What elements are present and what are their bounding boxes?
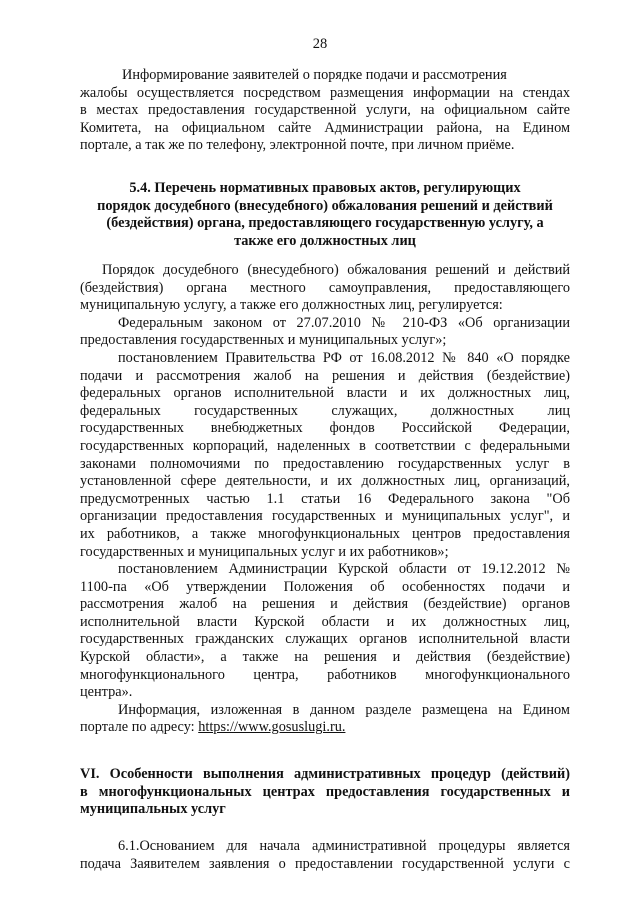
text-line: подачи и рассмотрения жалоб на решения и действия (бездействие) [80, 367, 570, 384]
text-line: организации предоставления государственных и муниципальных услуг", и [80, 508, 570, 525]
section-5-4-heading [80, 180, 570, 250]
section-5-4-body [80, 262, 570, 737]
text-line: 6.1.Основанием для начала административной процедуры является [118, 838, 570, 854]
section-6-heading [80, 766, 570, 819]
text-line: постановлением Администрации Курской области от 19.12.2012 № [118, 561, 570, 578]
text-line: исполнительной власти Курской области и их должностных лиц, [80, 613, 570, 630]
text-line: предусмотренных частью 1.1 статьи 16 Федерального закона "Об [80, 490, 570, 507]
text-line: рассмотрения жалоб на решения и действия (бездействие) органов [80, 596, 570, 613]
portal-line [80, 719, 570, 737]
text-line: федеральных государственных служащих, должностных лиц [80, 402, 570, 419]
text-line: Комитета, на официальном сайте Администрации района, на Едином [80, 119, 570, 136]
intro-paragraph [80, 67, 570, 155]
text-line: в местах предоставления государственной услуги, на официальном сайте [80, 102, 570, 119]
text-line: Федеральным законом от 27.07.2010 № 210-ФЗ «Об организации [118, 314, 570, 331]
text-line: их работников, а также многофункциональных центров предоставления [80, 525, 570, 542]
page-number: 28 [312, 36, 328, 52]
text-line: 1100-па «Об утверждении Положения об особенностях подачи и [80, 578, 570, 595]
heading-line: (бездействия) органа, предоставляющего государственную услугу, а [106, 215, 544, 232]
text-line: Информирование заявителей о порядке подачи и рассмотрения [122, 67, 507, 83]
text-line: жалобы осуществляется посредством размещения информации на стендах [80, 84, 570, 101]
text-line: постановлением Правительства РФ от 16.08.2012 № 840 «О порядке [118, 349, 570, 366]
heading-line: муниципальных услуг [80, 801, 226, 818]
text-line: (бездействия) органа местного самоуправления, предоставляющего [80, 279, 570, 296]
text-line: Порядок досудебного (внесудебного) обжалования решений и действий [102, 262, 570, 278]
text-line: Информация, изложенная в данном разделе размещена на Едином [118, 701, 570, 718]
gosuslugi-link[interactable]: https://www.gosuslugi.ru. [198, 719, 346, 736]
heading-line: 5.4. Перечень нормативных правовых актов, регулирующих [129, 180, 521, 196]
text-line: Курской области», а также на решения и действия (бездействие) [80, 649, 570, 666]
text-line: федеральных органов исполнительной власти и их должностных лиц, [80, 385, 570, 402]
text-line: муниципальную услугу, а также его должностных лиц, регулируется: [80, 297, 503, 314]
text-line: многофункционального центра, работников многофункционального [80, 666, 570, 683]
text-line: портале, а так же по телефону, электронной почте, при личном приёме. [80, 137, 515, 154]
portal-prefix: портале по адресу: [80, 719, 199, 736]
heading-line: порядок досудебного (внесудебного) обжалования решений и действий [97, 197, 553, 214]
text-line: подача Заявителем заявления о предоставлении государственной услуги с [80, 855, 570, 872]
heading-line: в многофункциональных центрах предоставления государственных и [80, 783, 570, 800]
text-line: государственных и муниципальных услуг и их работников»; [80, 543, 449, 560]
text-line: государственных корпораций, наделенных в соответствии с федеральными [80, 437, 570, 454]
heading-line: также его должностных лиц [234, 232, 416, 249]
text-line: законами полномочиями по предоставлению государственных услуг в [80, 455, 570, 472]
section-6-body [80, 838, 570, 873]
text-line: установленной сфере деятельности, и их должностных лиц, организаций, [80, 473, 570, 490]
text-line: центра». [80, 684, 133, 701]
text-line: предоставления государственных и муниципальных услуг»; [80, 332, 447, 349]
heading-line: VI. Особенности выполнения административных процедур (действий) [80, 766, 570, 782]
text-line: государственных гражданских служащих органов исполнительной власти [80, 631, 570, 648]
text-line: государственных внебюджетных фондов Российской Федерации, [80, 420, 570, 437]
